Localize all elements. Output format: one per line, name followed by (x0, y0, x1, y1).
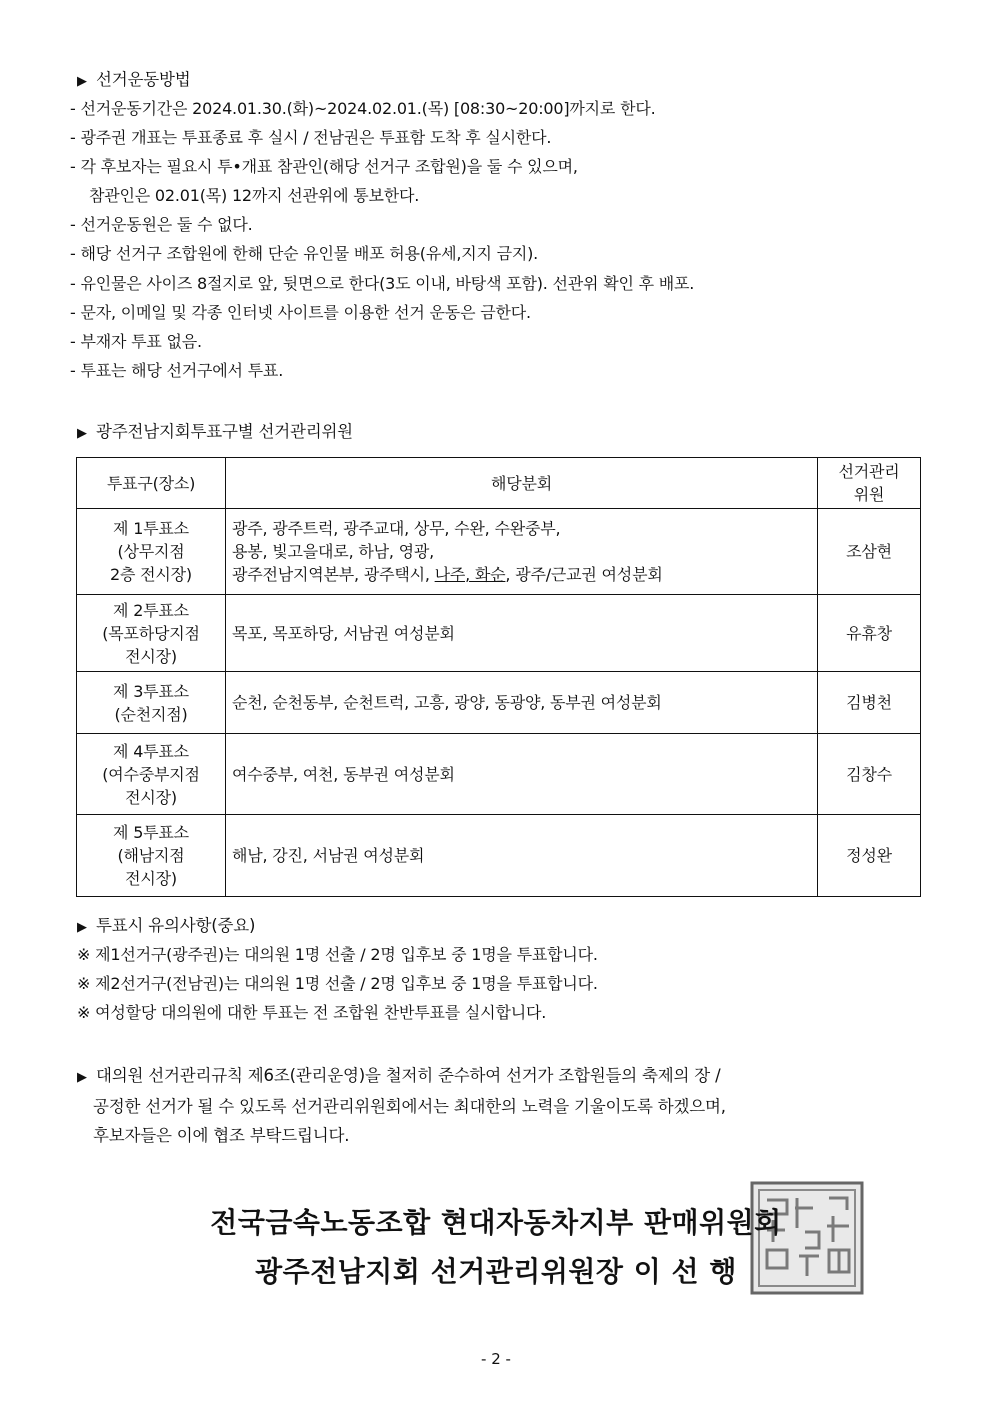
place-line: (상무지점 (117, 542, 185, 561)
campaign-rule-line: - 각 후보자는 필요시 투•개표 참관인(해당 선거구 조합원)을 둘 수 있으며, (70, 157, 578, 176)
place-line: 전시장) (125, 787, 177, 807)
closing-text: 대의원 선거관리규칙 제6조(관리운영)을 철저히 준수하여 선거가 조합원들의 축제의 장 / (96, 1066, 721, 1085)
member-cell: 유휴창 (818, 595, 921, 672)
section-heading-text: 광주전남지회투표구별 선거관리위원 (96, 422, 353, 441)
triangle-bullet-icon: ▶ (77, 1070, 87, 1085)
notice-line: ※ 제2선거구(전남권)는 대의원 1명 선출 / 2명 입후보 중 1명을 투표합니다. (77, 974, 598, 993)
member-cell: 김창수 (818, 734, 921, 815)
place-cell (77, 509, 226, 595)
column-header-place: 투표구(장소) (77, 458, 226, 509)
branches-text: 광주전남지역본부, 광주택시, (232, 565, 435, 584)
campaign-rule-line: - 해당 선거구 조합원에 한해 단순 유인물 배포 허용(유세,지지 금지). (70, 244, 539, 263)
closing-line: 공정한 선거가 될 수 있도록 선거관리위원회에서는 최대한의 노력을 기울이도록 하겠으며, (93, 1097, 726, 1116)
branches-cell: 여수중부, 여천, 동부권 여성분회 (226, 734, 818, 815)
branches-cell: 해남, 강진, 서남권 여성분회 (226, 815, 818, 897)
signature-organization: 전국금속노동조합 현대자동차지부 판매위원회 (210, 1206, 782, 1239)
campaign-rule-line: - 광주권 개표는 투표종료 후 실시 / 전남권은 투표함 도착 후 실시한다. (70, 128, 552, 147)
campaign-rule-line: - 선거운동기간은 2024.01.30.(화)~2024.02.01.(목) [08:30~20:00]까지로 한다. (70, 99, 656, 118)
triangle-bullet-icon: ▶ (77, 920, 87, 935)
notice-line: ※ 제1선거구(광주권)는 대의원 1명 선출 / 2명 입후보 중 1명을 투표합니다. (77, 945, 598, 964)
section-heading-committee (77, 422, 353, 444)
triangle-bullet-icon: ▶ (77, 426, 87, 441)
branches-text: , 광주/근교권 여성분회 (505, 565, 663, 584)
closing-line (77, 1061, 726, 1092)
campaign-rule-line: 참관인은 02.01(목) 12까지 선관위에 통보한다. (89, 186, 420, 205)
closing-paragraph (77, 1061, 726, 1150)
place-line: 2층 전시장) (110, 565, 192, 584)
place-cell (77, 672, 226, 734)
branches-line: 광주, 광주트럭, 광주교대, 상무, 수완, 수완중부, (232, 519, 561, 538)
notice-line: ※ 여성할당 대의원에 대한 투표는 전 조합원 찬반투표를 실시합니다. (77, 1003, 547, 1022)
place-cell (77, 815, 226, 897)
closing-line: 후보자들은 이에 협조 부탁드립니다. (93, 1126, 350, 1145)
branches-line (232, 563, 811, 586)
branches-cell (226, 509, 818, 595)
polling-station-table (76, 457, 921, 897)
member-cell: 정성완 (818, 815, 921, 897)
page-number: - 2 - (481, 1350, 511, 1368)
section-heading-text: 투표시 유의사항(중요) (96, 916, 256, 935)
place-line: (해남지점 (117, 846, 185, 865)
header-member-part1: 선거관리 (838, 462, 900, 481)
branches-line: 용봉, 빛고을대로, 하남, 영광, (232, 542, 435, 561)
member-cell: 김병천 (818, 672, 921, 734)
section-heading-text: 선거운동방법 (96, 70, 191, 89)
column-header-branches: 해당분회 (226, 458, 818, 509)
campaign-rule-line: - 투표는 해당 선거구에서 투표. (70, 361, 284, 380)
campaign-rule-line: - 유인물은 사이즈 8절지로 앞, 뒷면으로 한다(3도 이내, 바탕색 포함). 선관위 확인 후 배포. (70, 274, 695, 293)
table-row (77, 734, 921, 815)
member-cell: 조삼현 (818, 509, 921, 595)
section-heading-campaign (77, 70, 190, 92)
table-row (77, 672, 921, 734)
underlined-branches: 나주, 화순 (434, 565, 506, 584)
place-line: (순천지점) (114, 704, 188, 724)
place-line: (목포하당지점 (102, 623, 200, 643)
header-member-part2: 위원 (853, 485, 885, 504)
table-row (77, 595, 921, 672)
place-line: 제 1투표소 (113, 519, 189, 538)
section-heading-notice (77, 916, 255, 938)
place-line: 제 3투표소 (113, 681, 189, 701)
table-row (77, 509, 921, 595)
branches-cell: 목포, 목포하당, 서남권 여성분회 (226, 595, 818, 672)
place-line: 제 5투표소 (113, 823, 189, 842)
place-cell (77, 734, 226, 815)
campaign-rule-line: - 선거운동원은 둘 수 없다. (70, 215, 253, 234)
place-line: 전시장) (125, 869, 177, 888)
triangle-bullet-icon: ▶ (77, 74, 87, 89)
place-line: 제 4투표소 (113, 741, 189, 761)
campaign-rule-line: - 부재자 투표 없음. (70, 332, 202, 351)
column-header-member (818, 458, 921, 509)
place-line: 전시장) (125, 646, 177, 666)
place-line: 제 2투표소 (113, 600, 189, 620)
place-cell (77, 595, 226, 672)
table-row (77, 815, 921, 897)
branches-cell: 순천, 순천동부, 순천트럭, 고흥, 광양, 동광양, 동부권 여성분회 (226, 672, 818, 734)
table-header-row (77, 458, 921, 509)
signature-chair: 광주전남지회 선거관리위원장 이 선 행 (255, 1255, 737, 1288)
place-line: (여수중부지점 (102, 764, 200, 784)
campaign-rule-line: - 문자, 이메일 및 각종 인터넷 사이트를 이용한 선거 운동은 금한다. (70, 303, 531, 322)
